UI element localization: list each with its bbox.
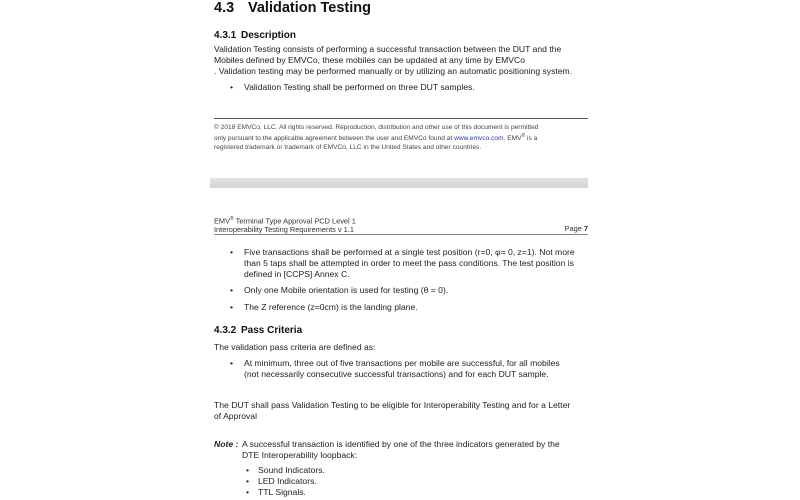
bullet-dot: •	[230, 247, 234, 257]
header-line	[214, 215, 588, 225]
note-line: A successful transaction is identified by one of the three indicators generated by the	[242, 439, 560, 449]
note-item-text: TTL Signals.	[258, 487, 306, 497]
note-item	[246, 465, 325, 476]
header-text: Terminal Type Approval PCD Level 1	[233, 216, 356, 226]
bullet-line: (not necessarily consecutive successful transactions) and for each DUT sample.	[244, 369, 549, 379]
registered-mark: ®	[521, 133, 526, 140]
copyright-footer	[214, 124, 588, 152]
section-number: 4.3	[214, 0, 235, 16]
page-separator	[210, 178, 588, 188]
header-rule	[214, 234, 588, 235]
bullet-dot: •	[230, 82, 234, 92]
footer-line: © 2018 EMVCo, LLC. All rights reserved. Reproduction, distribution and other use of this document is permitted	[214, 124, 539, 131]
note-item	[246, 487, 306, 498]
header-text: EMV	[214, 216, 231, 226]
bullet-text: The Z reference (z=0cm) is the landing plane.	[244, 302, 418, 312]
pass-criteria-heading	[214, 325, 302, 336]
test-bullet	[230, 285, 588, 296]
page-header	[214, 215, 588, 234]
dut-line: The DUT shall pass Validation Testing to be eligible for Interoperability Testing and for a Letter	[214, 400, 571, 410]
description-line: Validation Testing consists of performing a successful transaction between the DUT and the	[214, 44, 562, 54]
footer-line	[214, 132, 588, 143]
description-paragraph	[214, 44, 588, 77]
page-number	[565, 224, 588, 233]
bullet-dot: •	[230, 358, 234, 368]
footer-text: . EMV	[503, 135, 522, 143]
dut-paragraph	[214, 400, 588, 422]
footer-text: is a	[525, 135, 538, 143]
section-title: Validation Testing	[248, 0, 371, 16]
page-number-value: 7	[583, 224, 588, 233]
bullet-dot: •	[230, 302, 234, 312]
pass-criteria-bullet	[230, 358, 588, 380]
bullet-line: At minimum, three out of five transactions per mobile are successful, for all mobiles	[244, 358, 560, 368]
section-heading	[214, 0, 371, 16]
footer-rule	[214, 118, 588, 119]
test-bullet	[230, 302, 588, 313]
bullet-line: than 5 taps shall be attempted in order to meet the pass conditions. The test position is	[244, 258, 574, 268]
pass-criteria-number: 4.3.2	[214, 325, 237, 336]
description-bullet-text: Validation Testing shall be performed on three DUT samples.	[244, 82, 475, 92]
dut-line: of Approval	[214, 411, 257, 421]
description-number: 4.3.1	[214, 30, 237, 41]
page-label: Page	[564, 224, 584, 233]
bullet-line: Five transactions shall be performed at a single test position (r=0, φ= 0, z=1). Not more	[244, 247, 575, 257]
pass-criteria-title: Pass Criteria	[241, 325, 303, 336]
bullet-dot: •	[246, 476, 250, 486]
note-block	[214, 439, 588, 461]
description-line: Mobiles defined by EMVCo, these mobiles can be updated at any time by EMVCo	[214, 55, 525, 65]
note-text	[242, 439, 588, 461]
bullet-dot: •	[246, 487, 250, 497]
emvco-link[interactable]: www.emvco.com	[454, 135, 504, 143]
note-item-text: LED Indicators.	[258, 476, 317, 486]
bullet-line: defined in [CCPS] Annex C.	[244, 269, 350, 279]
test-bullet	[230, 247, 588, 280]
bullet-text	[244, 247, 588, 280]
note-item-text: Sound Indicators.	[258, 465, 325, 475]
pass-criteria-intro: The validation pass criteria are defined as:	[214, 342, 376, 352]
description-heading	[214, 30, 296, 41]
description-bullet	[230, 82, 588, 93]
registered-mark: ®	[230, 216, 234, 222]
note-line: DTE Interoperability loopback:	[242, 450, 358, 460]
footer-text: only pursuant to the applicable agreement between the user and EMVCo found at	[214, 135, 455, 143]
bullet-text	[244, 358, 588, 380]
footer-line: registered trademark or trademark of EMVCo, LLC in the United States and other countries.	[214, 143, 482, 151]
note-item	[246, 476, 317, 487]
description-title: Description	[241, 30, 297, 41]
bullet-text: Only one Mobile orientation is used for testing (θ = 0).	[244, 285, 449, 295]
bullet-dot: •	[246, 465, 250, 475]
header-line: Interoperability Testing Requirements v 1.1	[214, 225, 354, 235]
bullet-dot: •	[230, 285, 234, 295]
note-label: Note :	[214, 439, 239, 449]
description-line: . Validation testing may be performed manually or by utilizing an automatic positioning system.	[214, 66, 573, 76]
